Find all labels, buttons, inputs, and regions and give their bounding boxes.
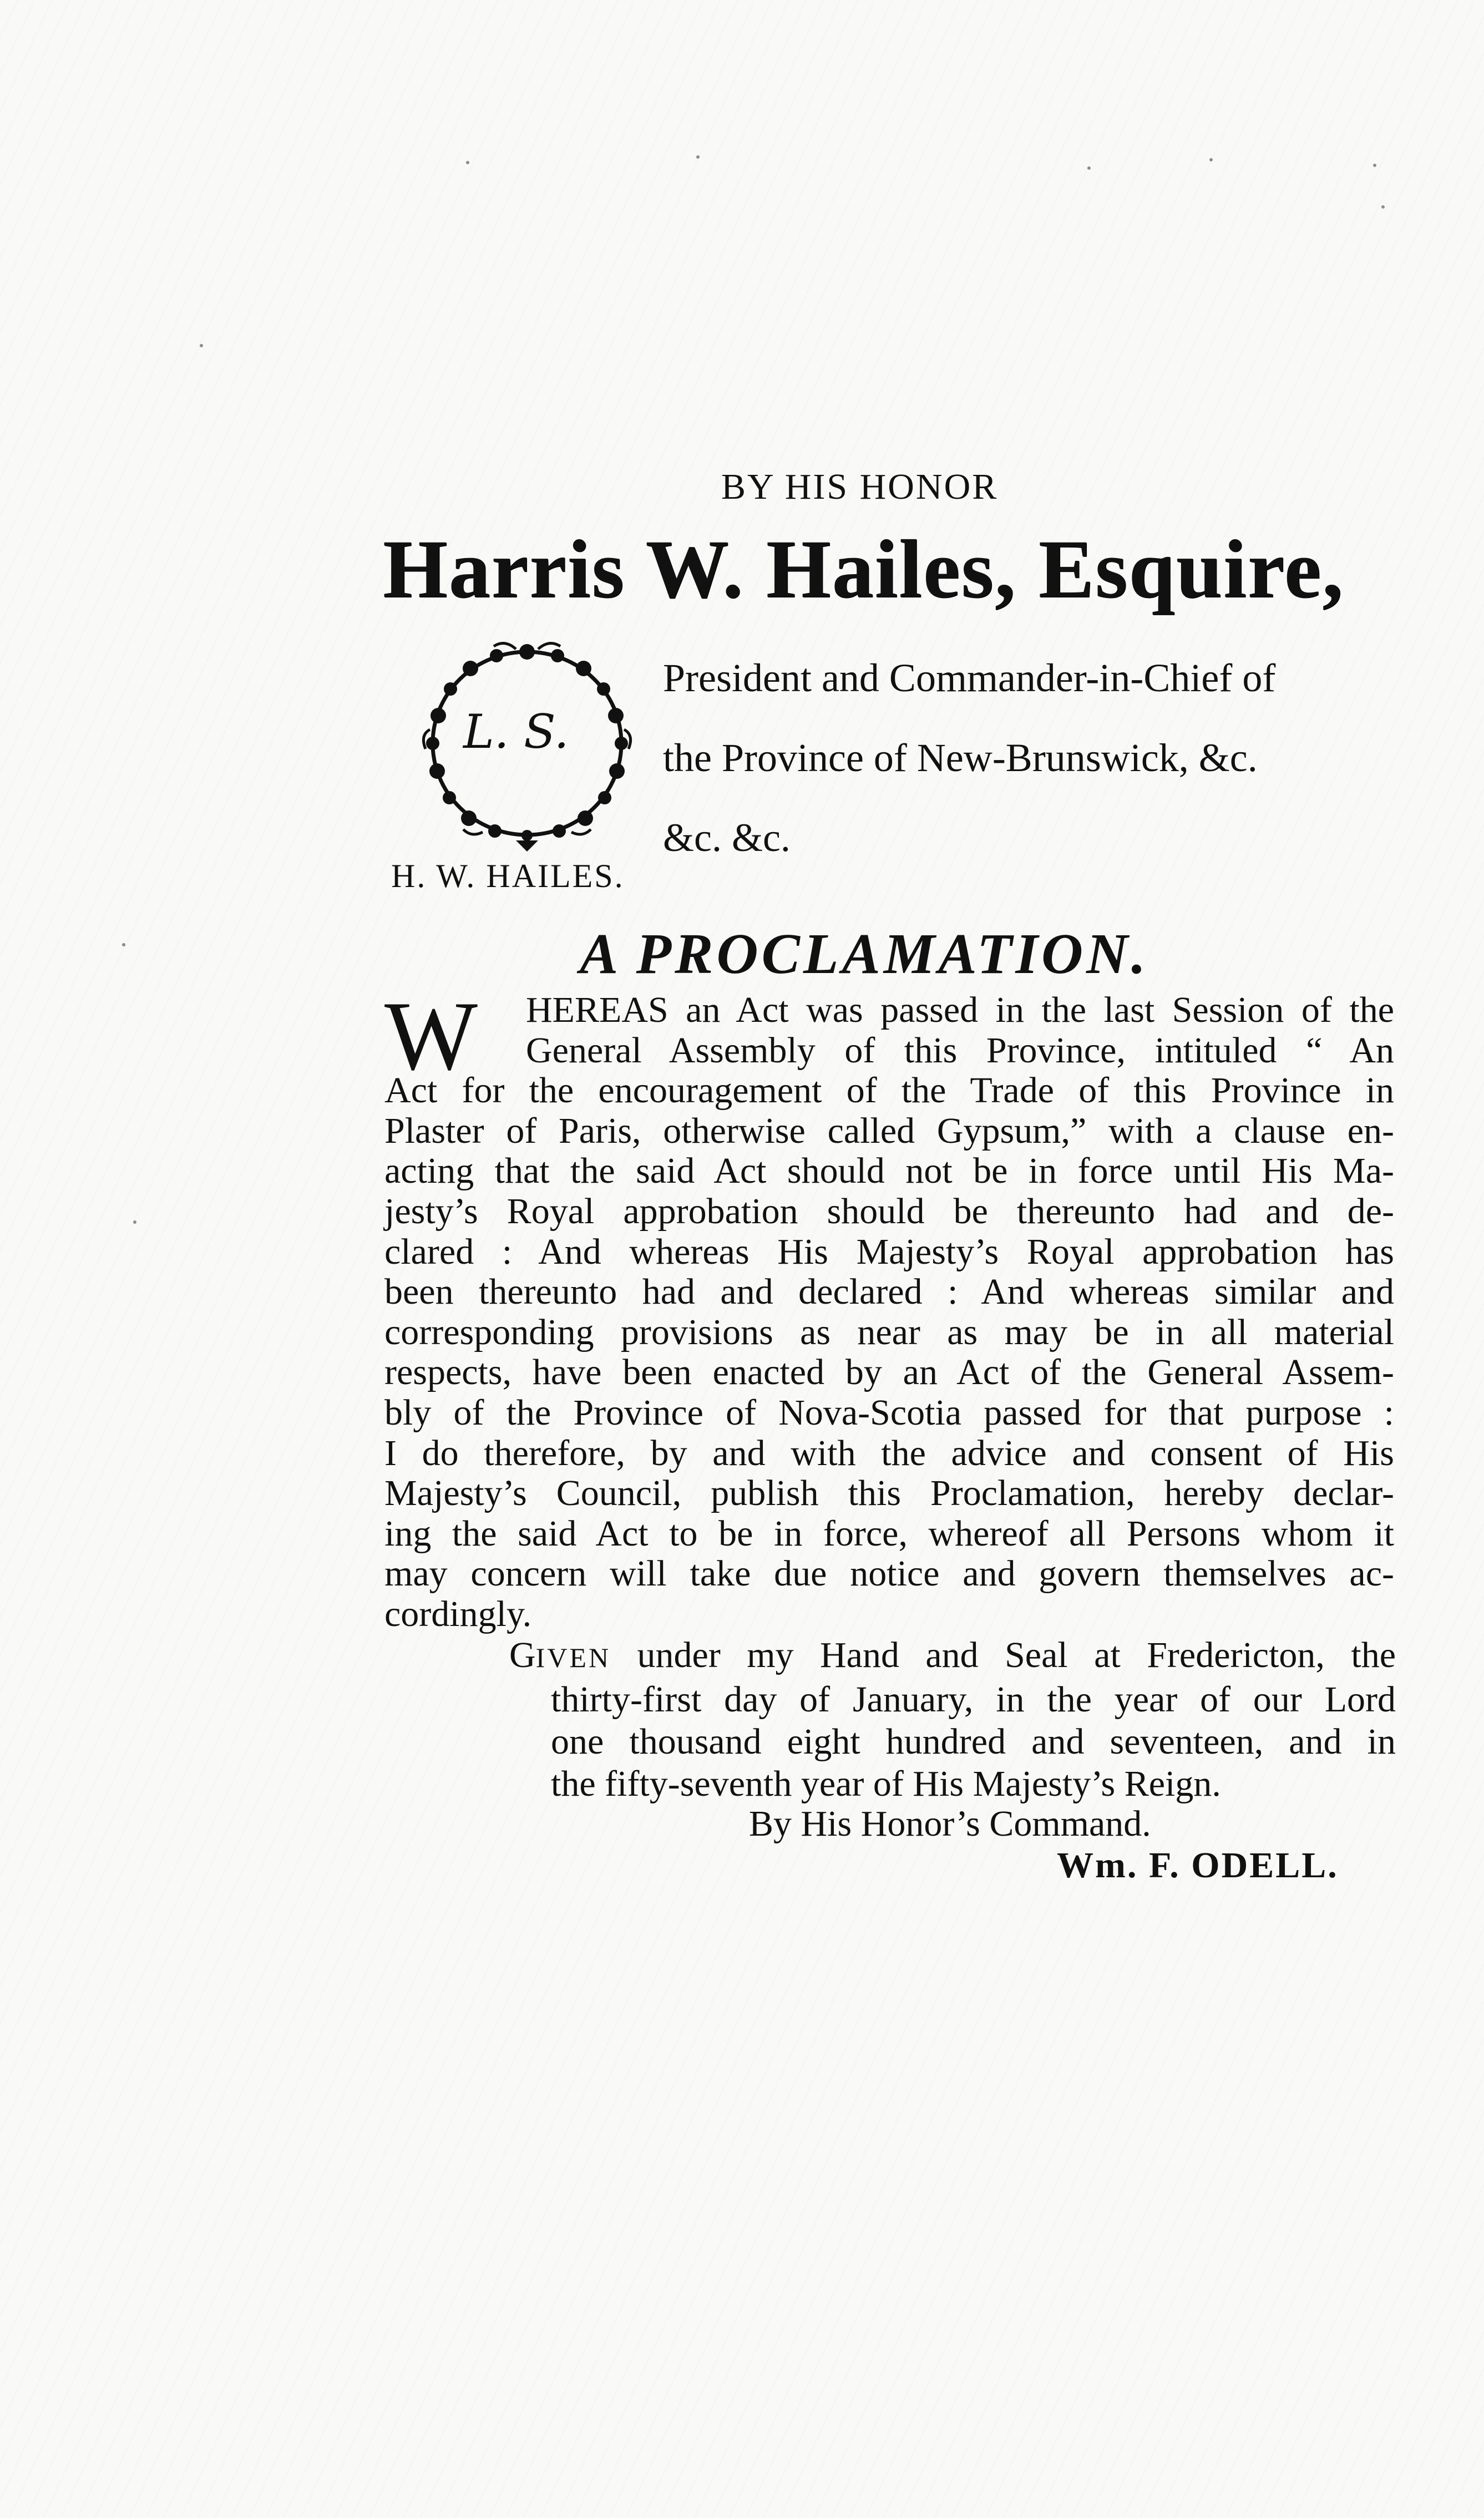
- paper-speck: [122, 943, 125, 946]
- proclamation-title: A PROCLAMATION.: [580, 922, 1149, 986]
- given-line: thirty-first day of January, in the year of our Lord: [551, 1679, 1396, 1720]
- signed-initials: H. W. HAILES.: [391, 858, 625, 894]
- paper-speck: [200, 344, 203, 347]
- body-line: I do therefore, by and with the advice and consent of His: [384, 1432, 1394, 1473]
- paper-speck: [1087, 166, 1091, 170]
- by-command-line: By His Honor’s Command.: [749, 1803, 1151, 1844]
- office-title-block: [663, 638, 1406, 878]
- office-title-line: &c. &c.: [663, 815, 791, 860]
- office-title-line: the Province of New-Brunswick, &c.: [663, 736, 1258, 780]
- given-clause: [509, 1634, 1396, 1805]
- given-line: the fifty-seventh year of His Majesty’s Reign.: [551, 1764, 1221, 1804]
- body-line: may concern will take due notice and govern themselves ac-: [384, 1553, 1394, 1594]
- given-first-line-rest: under my Hand and Seal at Fredericton, the: [611, 1635, 1396, 1675]
- given-line: [509, 1634, 1396, 1679]
- body-line: corresponding provisions as near as may be in all material: [384, 1311, 1394, 1352]
- paper-speck: [1209, 158, 1213, 161]
- given-small-caps: IVEN: [535, 1642, 611, 1673]
- body-line: Plaster of Paris, otherwise called Gypsum,” with a clause en-: [384, 1110, 1394, 1151]
- given-first-letter: G: [509, 1635, 536, 1675]
- proclamation-body: [384, 981, 1394, 1635]
- body-line: ing the said Act to be in force, whereof all Persons whom it: [384, 1513, 1394, 1554]
- paper-speck: [696, 155, 700, 159]
- paper-speck: [466, 161, 469, 164]
- body-line: Act for the encouragement of the Trade of this Province in: [384, 1070, 1394, 1111]
- body-line: HEREAS an Act was passed in the last Session of the: [526, 990, 1394, 1030]
- by-his-honor-heading: BY HIS HONOR: [721, 467, 999, 507]
- governor-name-heading: Harris W. Hailes, Esquire,: [383, 523, 1344, 615]
- seal-initials: L. S.: [463, 705, 569, 759]
- body-line: bly of the Province of Nova-Scotia passed for that purpose :: [384, 1392, 1394, 1433]
- body-line: respects, have been enacted by an Act of the General Assem-: [384, 1352, 1394, 1393]
- body-line: acting that the said Act should not be in force until His Ma-: [384, 1151, 1394, 1192]
- signature: Wm. F. ODELL.: [1057, 1845, 1339, 1886]
- office-title-line: President and Commander-in-Chief of: [663, 656, 1276, 700]
- paper-speck: [1373, 164, 1376, 167]
- given-line: one thousand eight hundred and seventeen, and in: [551, 1721, 1396, 1762]
- body-line: cordingly.: [384, 1593, 532, 1634]
- body-line: been thereunto had and declared : And whereas similar and: [384, 1271, 1394, 1313]
- paper-speck: [1381, 205, 1385, 209]
- paper-speck: [133, 1220, 136, 1224]
- body-line: jesty’s Royal approbation should be thereunto had and de-: [384, 1190, 1394, 1232]
- drop-cap: W: [384, 981, 475, 1091]
- body-line: Majesty’s Council, publish this Proclamation, hereby declar-: [384, 1473, 1394, 1514]
- body-line: General Assembly of this Province, intituled “ An: [526, 1030, 1394, 1071]
- body-line: clared : And whereas His Majesty’s Royal approbation has: [384, 1231, 1394, 1272]
